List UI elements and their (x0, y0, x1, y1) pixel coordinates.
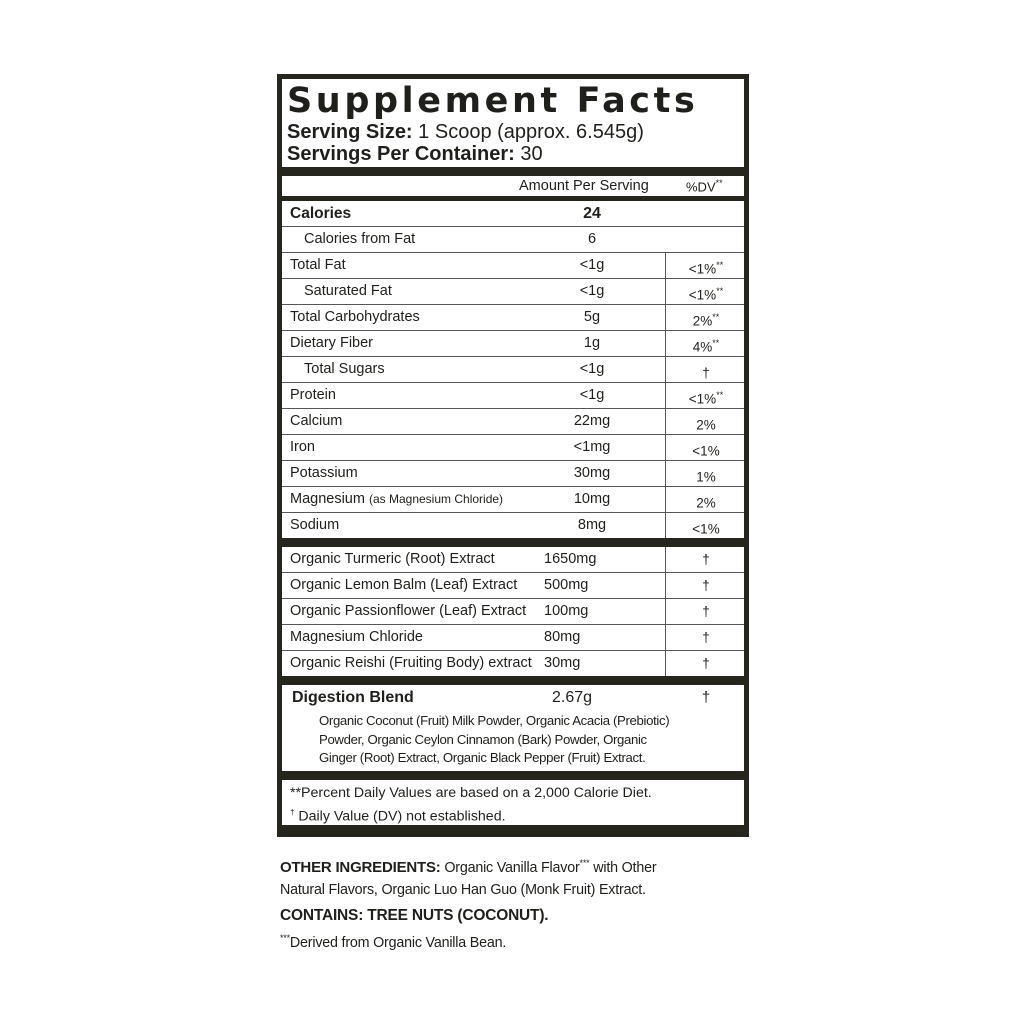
nutrient-row (282, 383, 744, 409)
nutrient-dv: <1%** (688, 390, 724, 407)
other-ingredients-cont: Natural Flavors, Organic Luo Han Guo (Monk Fruit) Extract. (280, 881, 646, 898)
herb-name: Organic Turmeric (Root) Extract (290, 551, 495, 567)
herb-name: Magnesium Chloride (290, 629, 423, 645)
nutrient-amount: <1g (579, 283, 605, 299)
label-header (282, 79, 744, 167)
nutrient-row (282, 227, 744, 253)
vanilla-note: ***Derived from Organic Vanilla Bean. (280, 932, 507, 951)
herb-row (282, 625, 744, 651)
herb-row (282, 547, 744, 573)
nutrient-name: Total Fat (290, 257, 346, 273)
herb-amount: 1650mg (544, 551, 597, 567)
servings-per-container: Servings Per Container: 30 (287, 143, 543, 165)
digestion-blend (282, 685, 744, 771)
nutrient-name: Saturated Fat (304, 283, 392, 299)
nutrient-amount: 6 (587, 231, 597, 247)
label-title: Supplement Facts (287, 81, 699, 121)
nutrient-name: Total Carbohydrates (290, 309, 420, 325)
nutrient-table (282, 201, 744, 538)
nutrient-dv: <1%** (688, 286, 724, 303)
herb-row (282, 573, 744, 599)
supplement-facts-label (277, 74, 749, 837)
nutrient-amount: 30mg (573, 465, 611, 481)
herb-amount: 500mg (544, 577, 589, 593)
nutrient-amount: <1g (579, 387, 605, 403)
herb-amount: 80mg (544, 629, 581, 645)
herb-name: Organic Reishi (Fruiting Body) extract (290, 655, 532, 671)
nutrient-name: Sodium (290, 517, 340, 533)
nutrient-dv: 4%** (692, 338, 720, 355)
blend-description: Organic Coconut (Fruit) Milk Powder, Organic Acacia (Prebiotic) Powder, Organic Ceylon Cinnamon (Bark) Powder, Organic Ginger (Root) Extract, Organic Black Pepper (Fruit) Extract. (319, 713, 670, 765)
nutrient-dv: <1% (692, 521, 720, 537)
nutrient-row (282, 409, 744, 435)
nutrient-dv: <1%** (688, 260, 724, 277)
nutrient-amount: 8mg (577, 517, 607, 533)
nutrient-dv: 2% (696, 495, 716, 511)
footnote-dagger: † Daily Value (DV) not established. (290, 808, 506, 825)
nutrient-dv: 2%** (692, 312, 720, 329)
nutrient-amount: 24 (583, 205, 601, 222)
nutrient-row (282, 357, 744, 383)
nutrient-name: Calories from Fat (304, 231, 416, 247)
nutrient-name: Iron (290, 439, 315, 455)
dv-header: %DV** (686, 178, 723, 195)
herb-dv: † (702, 604, 710, 619)
ingredients-section (280, 852, 740, 954)
herb-dv: † (702, 552, 710, 567)
nutrient-row (282, 201, 744, 227)
herb-dv: † (702, 578, 710, 593)
herb-row (282, 599, 744, 625)
herb-row (282, 651, 744, 676)
blend-amount: 2.67g (552, 689, 593, 706)
nutrient-amount: 5g (583, 309, 601, 325)
nutrient-dv: <1% (692, 443, 720, 459)
blend-name: Digestion Blend (292, 689, 414, 706)
nutrient-row (282, 435, 744, 461)
nutrient-amount: <1mg (573, 439, 611, 455)
nutrient-name: Magnesium (as Magnesium Chloride) (290, 491, 504, 507)
footnotes (282, 780, 744, 825)
allergen-contains: CONTAINS: TREE NUTS (COCONUT). (280, 906, 549, 924)
nutrient-row (282, 487, 744, 513)
nutrient-row (282, 513, 744, 538)
nutrient-amount: <1g (579, 257, 605, 273)
herb-amount: 100mg (544, 603, 589, 619)
footnote-dv: **Percent Daily Values are based on a 2,000 Calorie Diet. (290, 785, 652, 801)
nutrient-dv: 1% (696, 469, 716, 485)
nutrient-row (282, 331, 744, 357)
nutrient-row (282, 253, 744, 279)
nutrient-name: Total Sugars (304, 361, 385, 377)
herb-name: Organic Lemon Balm (Leaf) Extract (290, 577, 518, 593)
amount-per-serving-header: Amount Per Serving (519, 178, 649, 194)
nutrient-amount: 22mg (573, 413, 611, 429)
nutrient-name: Protein (290, 387, 336, 403)
nutrient-amount: 1g (583, 335, 601, 351)
serving-size: Serving Size: 1 Scoop (approx. 6.545g) (287, 121, 644, 143)
column-headers (282, 176, 744, 196)
nutrient-name: Potassium (290, 465, 358, 481)
nutrient-name: Calories (290, 205, 352, 222)
nutrient-amount: 10mg (573, 491, 611, 507)
nutrient-row (282, 461, 744, 487)
nutrient-name: Dietary Fiber (290, 335, 373, 351)
herb-table (282, 547, 744, 676)
herb-dv: † (702, 630, 710, 645)
nutrient-row (282, 305, 744, 331)
nutrient-dv: 2% (696, 417, 716, 433)
nutrient-row (282, 279, 744, 305)
blend-dv: † (701, 689, 711, 706)
herb-name: Organic Passionflower (Leaf) Extract (290, 603, 527, 619)
herb-amount: 30mg (544, 655, 581, 671)
nutrient-name: Calcium (290, 413, 343, 429)
nutrient-dv: † (702, 365, 710, 381)
other-ingredients: OTHER INGREDIENTS: Organic Vanilla Flavor*** with Other (280, 858, 657, 876)
herb-dv: † (702, 656, 710, 671)
nutrient-amount: <1g (579, 361, 605, 377)
